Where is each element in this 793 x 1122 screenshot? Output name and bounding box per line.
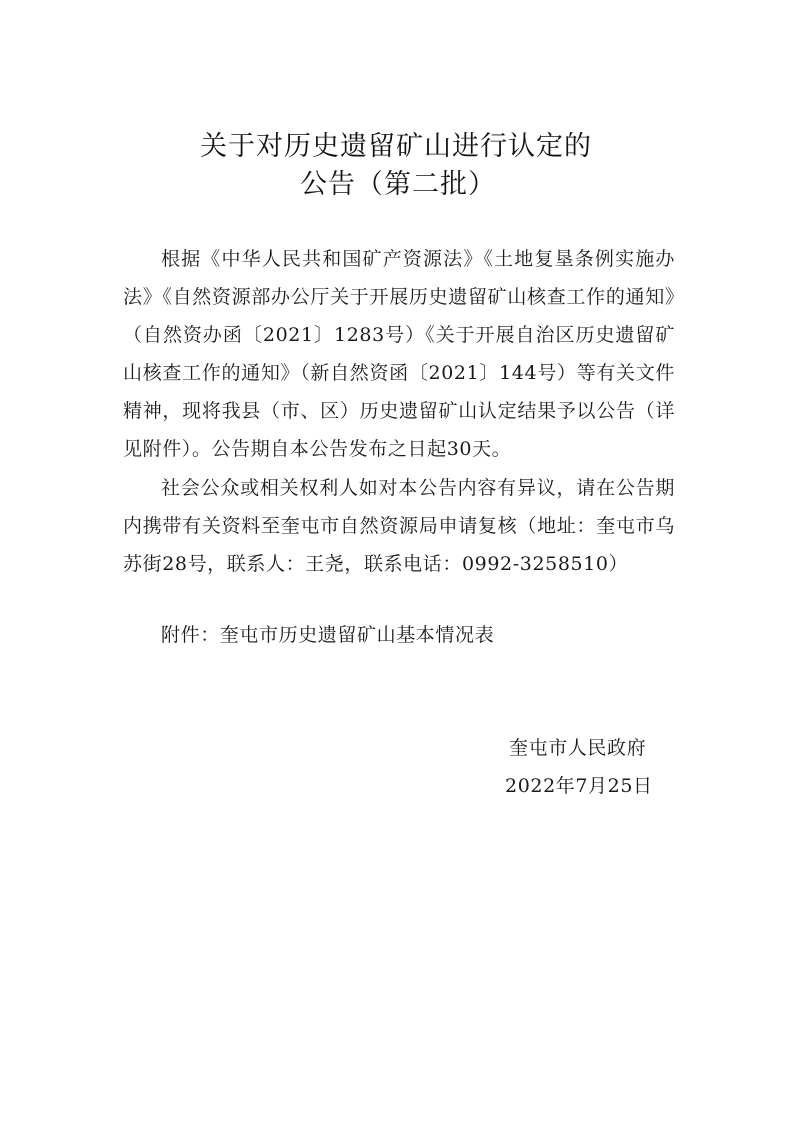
document-title-line1: 关于对历史遗留矿山进行认定的 [200, 131, 592, 162]
issuer-signature: 奎屯市人民政府 [509, 737, 647, 759]
issue-date: 2022年7月25日 [505, 775, 653, 797]
document-title-line2: 公告（第二批） [300, 169, 496, 200]
attachment-note: 附件：奎屯市历史遗留矿山基本情况表 [161, 624, 495, 646]
body-paragraph-basis: 根据《中华人民共和国矿产资源法》《土地复垦条例实施办法》《自然资源部办公厅关于开展历史遗留矿山核查工作的通知》（自然资办函〔2021〕1283号）《关于开展自治区历史遗留矿山核查工作的通知》（新自然资函〔2021〕144号）等有关文件精神，现将我县（市、区）历史遗留矿山认定结果予以公告（详见附件）。公告期自本公告发布之日起30天。 [123, 248, 675, 460]
body-paragraph-objection: 社会公众或相关权利人如对本公告内容有异议，请在公告期内携带有关资料至奎屯市自然资源局申请复核（地址：奎屯市乌苏街28号，联系人：王尧，联系电话：0992-3258510） [123, 477, 675, 575]
